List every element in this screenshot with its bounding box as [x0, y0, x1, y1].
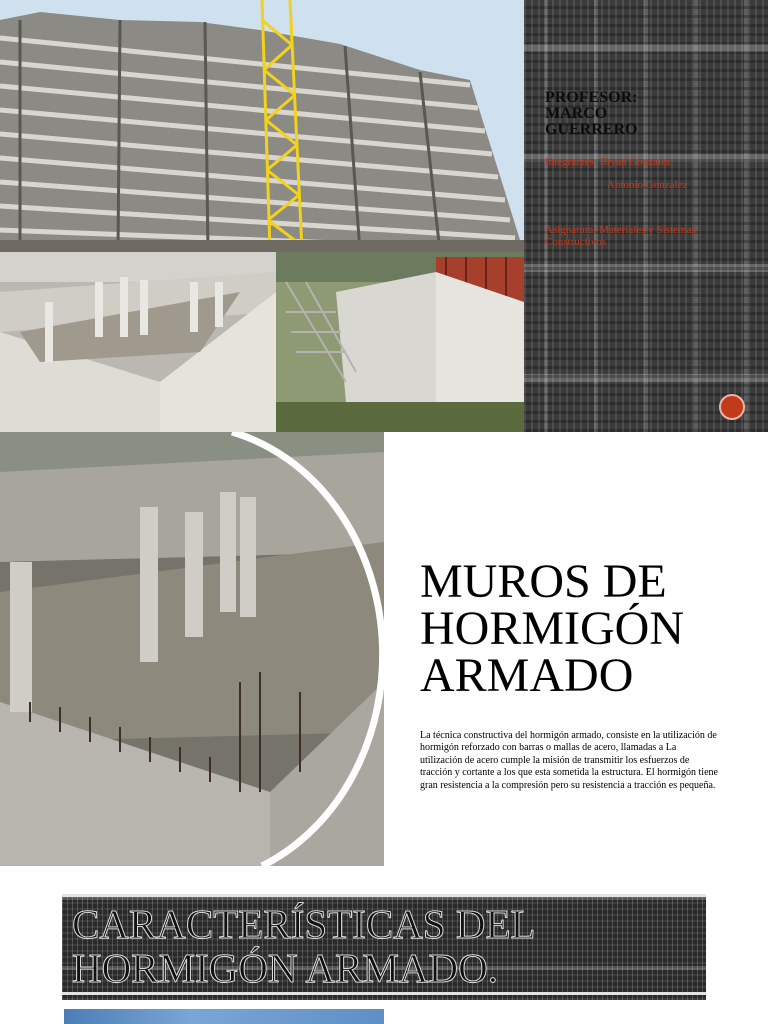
- slide-title-caracteristicas: [72, 902, 702, 990]
- char-title-line-1: CARACTERÍSTICAS DEL: [72, 901, 536, 947]
- integrante-second: Antonio Gonzalez: [607, 179, 688, 191]
- description-paragraph: La técnica constructiva del hormigón armado, consiste en la utilización de hormigón reforzado con barras o mallas de acero, llamadas a La utilización de acero cumple la misión de transmitir los esfuerzos de tracción y cortante a los que esta sometida la estructura. El hormigón tiene gran resistencia a la compresión pero su resistencia a tracción es pequeña.: [420, 730, 718, 791]
- title-line-3: ARMADO: [420, 649, 634, 702]
- asignatura-line: Asignatura: Materiales y Sistemas Constructivos: [545, 224, 696, 248]
- char-title-line-2: HORMIGÓN ARMADO.: [72, 945, 498, 991]
- professor-name-last: GUERRERO: [545, 121, 638, 138]
- professor-label: PROFESOR:: [545, 89, 638, 106]
- integrantes-line: Integrantes: Bryan Gonzalez: [545, 156, 671, 168]
- building-construction-photo: [0, 0, 524, 252]
- bottom-photo-strip: [64, 1009, 384, 1024]
- title-line-1: MUROS DE: [420, 555, 667, 608]
- foundation-illustration: [0, 432, 384, 866]
- concrete-walls-photo-left: [0, 252, 276, 432]
- slide-muros: [0, 432, 768, 866]
- slide-title-muros: [420, 555, 760, 702]
- professor-name-first: MARCO: [545, 105, 608, 122]
- walls-right-illustration: [276, 252, 524, 432]
- walls-left-illustration: [0, 252, 276, 432]
- building-illustration: [0, 0, 524, 252]
- foundation-columns-photo: [0, 432, 384, 866]
- title-side-panel: [524, 0, 768, 432]
- title-line-2: HORMIGÓN: [420, 602, 684, 655]
- band-top-rule: [62, 894, 706, 897]
- slide-cover: [0, 0, 768, 432]
- band-bottom-rule: [62, 992, 706, 995]
- concrete-walls-photo-right: [276, 252, 524, 432]
- slide-caracteristicas: [0, 866, 768, 1024]
- professor-block: [545, 90, 745, 138]
- red-circle-icon: [719, 394, 745, 420]
